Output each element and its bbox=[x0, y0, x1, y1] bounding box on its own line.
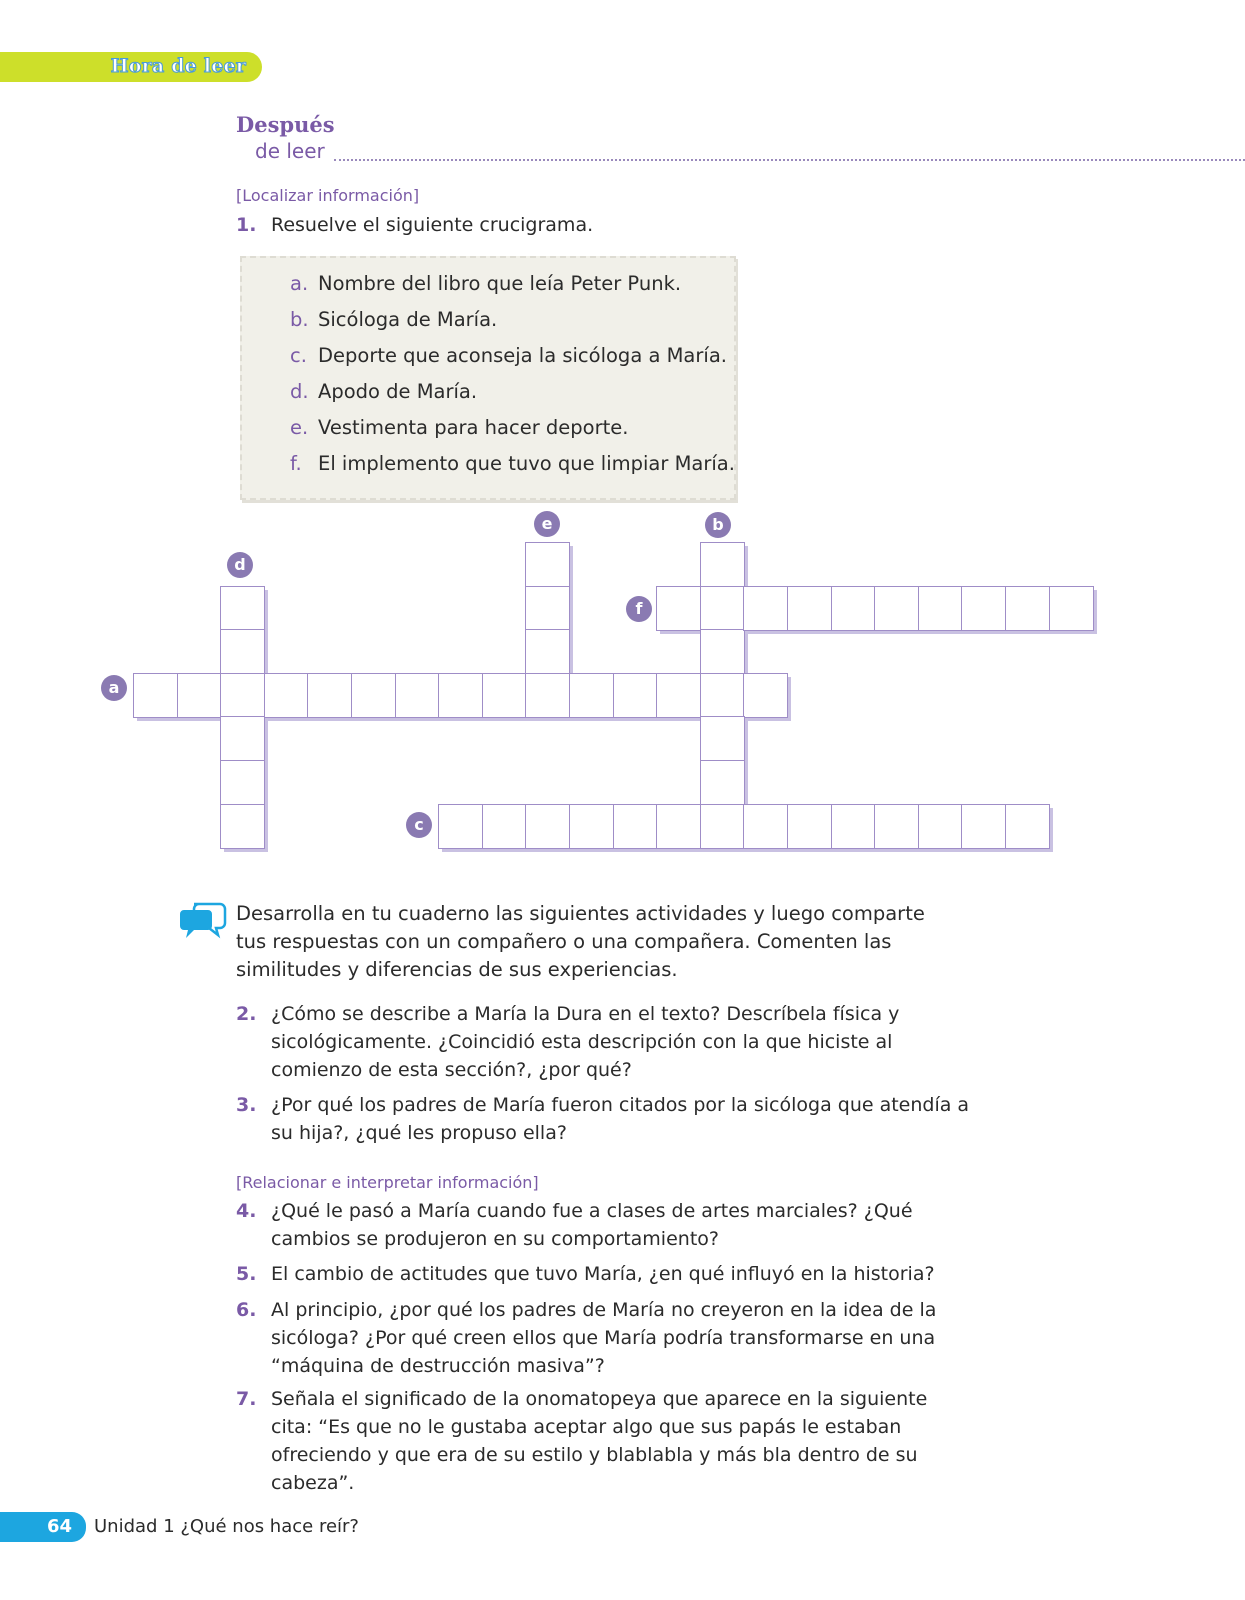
skill-label-relate: [Relacionar e interpretar información] bbox=[236, 1173, 539, 1192]
crossword-cell[interactable] bbox=[569, 673, 614, 718]
page-number: 64 bbox=[46, 1516, 72, 1537]
crossword-cell[interactable] bbox=[177, 673, 222, 718]
section-title-line2: de leer bbox=[255, 139, 325, 163]
clue-f bbox=[290, 452, 735, 475]
clue-e bbox=[290, 416, 628, 439]
crossword-cell[interactable] bbox=[220, 716, 265, 761]
crossword-cell[interactable] bbox=[743, 673, 788, 718]
crossword-cell[interactable] bbox=[700, 586, 745, 631]
crossword-cell[interactable] bbox=[613, 804, 658, 849]
clue-letter: a. bbox=[290, 272, 309, 295]
clue-b bbox=[290, 308, 497, 331]
question-4 bbox=[236, 1197, 971, 1253]
crossword-cell[interactable] bbox=[874, 586, 919, 631]
crossword-cell[interactable] bbox=[700, 629, 745, 674]
crossword-cell[interactable] bbox=[787, 586, 832, 631]
crossword-cell[interactable] bbox=[525, 542, 570, 587]
clue-d bbox=[290, 380, 477, 403]
crossword-cell[interactable] bbox=[700, 760, 745, 805]
crossword-cell[interactable] bbox=[220, 760, 265, 805]
clue-letter: d. bbox=[290, 380, 309, 403]
crossword-cell[interactable] bbox=[700, 673, 745, 718]
crossword-cell[interactable] bbox=[961, 804, 1006, 849]
crossword-label-b: b bbox=[705, 512, 731, 538]
crossword-cell[interactable] bbox=[351, 673, 396, 718]
question-text: Al principio, ¿por qué los padres de María no creyeron en la idea de la sicóloga? ¿Por qué creen ellos que María podría transformarse en una “máquina de destrucción masiva”? bbox=[271, 1299, 937, 1377]
crossword-cell[interactable] bbox=[961, 586, 1006, 631]
question-text: ¿Cómo se describe a María la Dura en el texto? Descríbela física y sicológicamente. ¿Coincidió esta descripción con la que hiciste al comienzo de esta sección?, ¿por qué? bbox=[271, 1003, 900, 1081]
crossword-cell[interactable] bbox=[700, 716, 745, 761]
question-5 bbox=[236, 1260, 971, 1288]
question-text: ¿Por qué los padres de María fueron citados por la sicóloga que atendía a su hija?, ¿qué les propuso ella? bbox=[271, 1094, 970, 1144]
clue-letter: f. bbox=[290, 452, 302, 475]
clue-c bbox=[290, 344, 727, 367]
skill-label-locate: [Localizar información] bbox=[236, 186, 420, 205]
crossword-label-e: e bbox=[534, 511, 560, 537]
section-tab-label: Hora de leer bbox=[110, 55, 246, 77]
crossword-cell[interactable] bbox=[569, 804, 614, 849]
question-1 bbox=[236, 211, 971, 239]
clue-letter: c. bbox=[290, 344, 307, 367]
crossword-cell[interactable] bbox=[438, 673, 483, 718]
question-6 bbox=[236, 1296, 971, 1380]
crossword-cell[interactable] bbox=[700, 804, 745, 849]
crossword-cell[interactable] bbox=[438, 804, 483, 849]
crossword-cell[interactable] bbox=[1005, 804, 1050, 849]
question-number: 7. bbox=[236, 1388, 257, 1410]
crossword-cell[interactable] bbox=[525, 629, 570, 674]
crossword-cell[interactable] bbox=[700, 542, 745, 587]
crossword-cell[interactable] bbox=[656, 804, 701, 849]
crossword-cell[interactable] bbox=[525, 804, 570, 849]
question-number: 1. bbox=[236, 214, 257, 236]
crossword-cell[interactable] bbox=[133, 673, 178, 718]
crossword-cell[interactable] bbox=[656, 673, 701, 718]
crossword-label-a: a bbox=[101, 675, 127, 701]
question-number: 6. bbox=[236, 1299, 257, 1321]
crossword-cell[interactable] bbox=[220, 586, 265, 631]
crossword-label-f: f bbox=[626, 596, 652, 622]
crossword-cell[interactable] bbox=[787, 804, 832, 849]
crossword-cell[interactable] bbox=[307, 673, 352, 718]
crossword-cell[interactable] bbox=[264, 673, 309, 718]
clue-letter: e. bbox=[290, 416, 309, 439]
question-text: El cambio de actitudes que tuvo María, ¿en qué influyó en la historia? bbox=[271, 1263, 935, 1285]
crossword-cell[interactable] bbox=[656, 586, 701, 631]
clue-text: Apodo de María. bbox=[318, 380, 478, 403]
clue-a bbox=[290, 272, 681, 295]
question-number: 4. bbox=[236, 1200, 257, 1222]
crossword-label-d: d bbox=[227, 552, 253, 578]
crossword-cell[interactable] bbox=[482, 804, 527, 849]
question-text: ¿Qué le pasó a María cuando fue a clases de artes marciales? ¿Qué cambios se produjeron en su comportamiento? bbox=[271, 1200, 913, 1250]
question-number: 2. bbox=[236, 1003, 257, 1025]
crossword-cell[interactable] bbox=[831, 586, 876, 631]
unit-title: Unidad 1 ¿Qué nos hace reír? bbox=[94, 1516, 359, 1537]
crossword-cell[interactable] bbox=[831, 804, 876, 849]
question-text: Resuelve el siguiente crucigrama. bbox=[271, 214, 594, 236]
section-tab bbox=[0, 52, 262, 82]
question-text: Señala el significado de la onomatopeya que aparece en la siguiente cita: “Es que no le gustaba aceptar algo que sus papás le estaban ofreciendo y que era de su estilo y blablabla y más bla dentro de su cabeza”. bbox=[271, 1388, 928, 1494]
question-2 bbox=[236, 1000, 971, 1084]
question-7 bbox=[236, 1385, 971, 1497]
crossword-cell[interactable] bbox=[613, 673, 658, 718]
clue-text: Vestimenta para hacer deporte. bbox=[318, 416, 629, 439]
crossword-cell[interactable] bbox=[743, 804, 788, 849]
question-3 bbox=[236, 1091, 971, 1147]
crossword-label-c: c bbox=[406, 812, 432, 838]
crossword-cell[interactable] bbox=[874, 804, 919, 849]
activities-instructions: Desarrolla en tu cuaderno las siguientes actividades y luego comparte tus respuestas con un compañero o una compañera. Comenten las similitudes y diferencias de sus experiencias. bbox=[236, 902, 925, 981]
crossword-cell[interactable] bbox=[743, 586, 788, 631]
crossword-cell[interactable] bbox=[220, 629, 265, 674]
chat-bubbles-icon bbox=[180, 900, 228, 944]
crossword-cell[interactable] bbox=[395, 673, 440, 718]
title-divider bbox=[334, 159, 1245, 161]
page-number-tab bbox=[0, 1512, 86, 1542]
clue-text: Deporte que aconseja la sicóloga a María. bbox=[318, 344, 727, 367]
crossword-cell[interactable] bbox=[525, 673, 570, 718]
crossword-cell[interactable] bbox=[918, 586, 963, 631]
crossword-cell[interactable] bbox=[918, 804, 963, 849]
clue-text: Sicóloga de María. bbox=[318, 308, 498, 331]
crossword-cell[interactable] bbox=[220, 804, 265, 849]
crossword-cell[interactable] bbox=[525, 586, 570, 631]
clue-text: Nombre del libro que leía Peter Punk. bbox=[318, 272, 682, 295]
crossword-cell[interactable] bbox=[1005, 586, 1050, 631]
question-number: 3. bbox=[236, 1094, 257, 1116]
section-title-line1: Después bbox=[236, 112, 335, 137]
crossword-cell[interactable] bbox=[482, 673, 527, 718]
question-number: 5. bbox=[236, 1263, 257, 1285]
clue-text: El implemento que tuvo que limpiar María. bbox=[318, 452, 735, 475]
section-title bbox=[236, 112, 335, 163]
crossword-cell[interactable] bbox=[1049, 586, 1094, 631]
clue-letter: b. bbox=[290, 308, 309, 331]
crossword-cell[interactable] bbox=[220, 673, 265, 718]
